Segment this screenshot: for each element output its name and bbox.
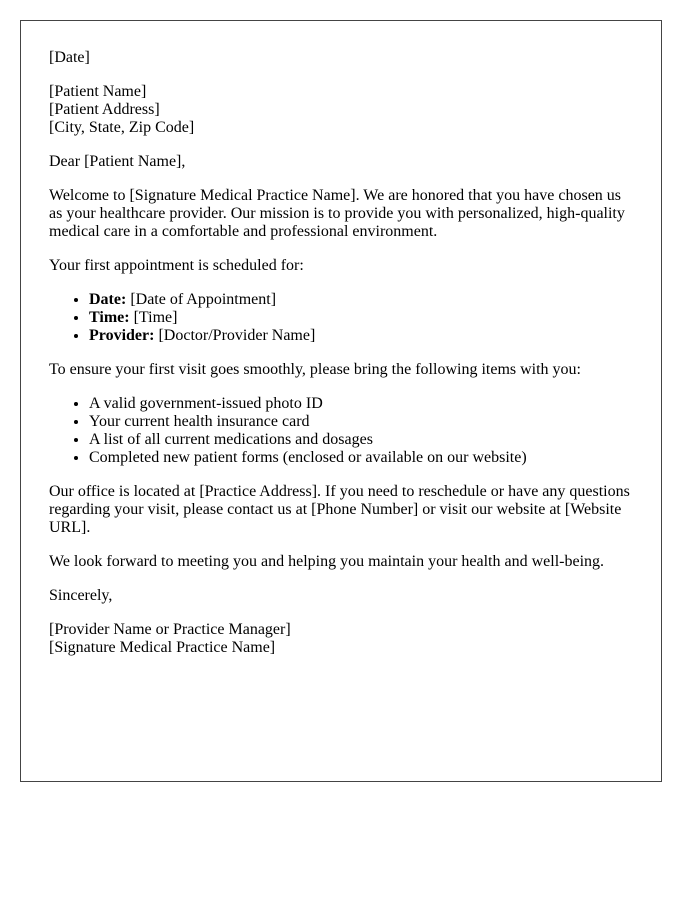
recipient-city-state-zip: [City, State, Zip Code] <box>49 119 195 136</box>
list-item: • Your current health insurance card <box>89 413 633 431</box>
signature-name: [Provider Name or Practice Manager] <box>49 621 291 638</box>
list-item: • A list of all current medications and dosages <box>89 431 633 449</box>
appointment-intro: Your first appointment is scheduled for: <box>49 257 304 274</box>
letter-date: [Date] <box>49 49 90 66</box>
contact-paragraph: Our office is located at [Practice Address]. If you need to reschedule or have any questions regarding your visit, please contact us at [Phone Number] or visit our website at [Website URL]. <box>49 483 630 536</box>
items-list <box>49 395 633 467</box>
appointment-time <box>89 309 633 327</box>
appointment-date <box>89 291 633 309</box>
intro-paragraph: Welcome to [Signature Medical Practice Name]. We are honored that you have chosen us as your healthcare provider. Our mission is to provide you with personalized, high-quality medical care in a comfortable and professional environment. <box>49 187 625 240</box>
signature-practice: [Signature Medical Practice Name] <box>49 639 276 656</box>
value: [Doctor/Provider Name] <box>154 327 316 344</box>
signature-block <box>49 621 633 657</box>
items-intro: To ensure your first visit goes smoothly, please bring the following items with you: <box>49 361 581 378</box>
closing: Sincerely, <box>49 587 113 604</box>
appointment-provider <box>89 327 633 345</box>
label: Time: <box>89 309 130 326</box>
recipient-address: [Patient Address] <box>49 101 160 118</box>
label: Provider: <box>89 327 155 344</box>
label: Date: <box>89 291 127 308</box>
list-item: • A valid government-issued photo ID <box>89 395 633 413</box>
letter <box>20 20 662 782</box>
salutation: Dear [Patient Name], <box>49 153 186 170</box>
list-item: • Completed new patient forms (enclosed or available on our website) <box>89 449 633 467</box>
recipient-address-block <box>49 83 633 137</box>
value: [Time] <box>129 309 178 326</box>
value: [Date of Appointment] <box>126 291 277 308</box>
closing-paragraph: We look forward to meeting you and helping you maintain your health and well-being. <box>49 553 605 570</box>
recipient-name: [Patient Name] <box>49 83 147 100</box>
appointment-details <box>49 291 633 345</box>
